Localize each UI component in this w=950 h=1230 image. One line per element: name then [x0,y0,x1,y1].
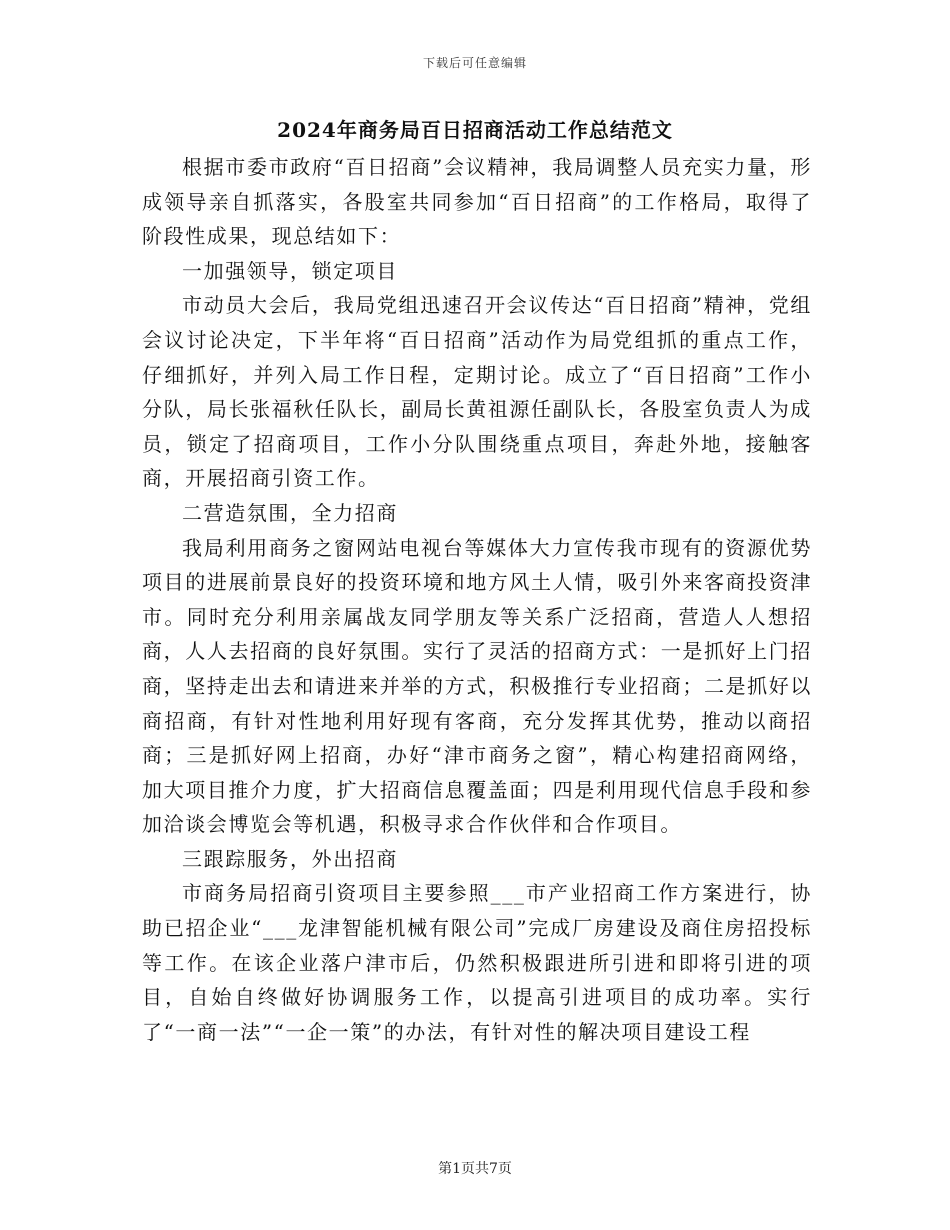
document-body [142,150,812,1049]
header-note: 下载后可任意编辑 [422,56,527,70]
section-heading-1: 一加强领导，锁定项目 [182,258,398,283]
section-heading-3: 三跟踪服务，外出招商 [182,846,398,871]
paragraph-section-3: 市商务局招商引资项目主要参照___市产业招商工作方案进行，协助已招企业“___龙津智能机械有限公司”完成厂房建设及商住房招投标等工作。在该企业落户津市后，仍然积极跟进所引进和即将引进的项目，自始自终做好协调服务工作，以提高引进项目的成功率。实行了“一商一法”“一企一策”的办法，有针对性的解决项目建设工程 [142,881,812,1044]
document-title: 2024年商务局百日招商活动工作总结范文 [277,118,673,142]
paragraph-intro: 根据市委市政府“百日招商”会议精神，我局调整人员充实力量，形成领导亲自抓落实，各股室共同参加“百日招商”的工作格局，取得了阶段性成果，现总结如下： [142,155,812,249]
page-footer: 第1页共7页 [438,1161,512,1177]
paragraph-section-1: 市动员大会后，我局党组迅速召开会议传达“百日招商”精神，党组会议讨论决定，下半年将“百日招商”活动作为局党组抓的重点工作，仔细抓好，并列入局工作日程，定期讨论。成立了“百日招商”工作小分队，局长张福秋任队长，副局长黄祖源任副队长，各股室负责人为成员，锁定了招商项目，工作小分队围绕重点项目，奔赴外地，接触客商，开展招商引资工作。 [142,293,812,491]
paragraph-section-2: 我局利用商务之窗网站电视台等媒体大力宣传我市现有的资源优势项目的进展前景良好的投资环境和地方风土人情，吸引外来客商投资津市。同时充分利用亲属战友同学朋友等关系广泛招商，营造人人想招商，人人去招商的良好氛围。实行了灵活的招商方式：一是抓好上门招商，坚持走出去和请进来并举的方式，积极推行专业招商；二是抓好以商招商，有针对性地利用好现有客商，充分发挥其优势，推动以商招商；三是抓好网上招商，办好“津市商务之窗”，精心构建招商网络，加大项目推介力度，扩大招商信息覆盖面；四是利用现代信息手段和参加洽谈会博览会等机遇，积极寻求合作伙伴和合作项目。 [142,535,812,837]
section-heading-2: 二营造氛围，全力招商 [182,500,398,525]
